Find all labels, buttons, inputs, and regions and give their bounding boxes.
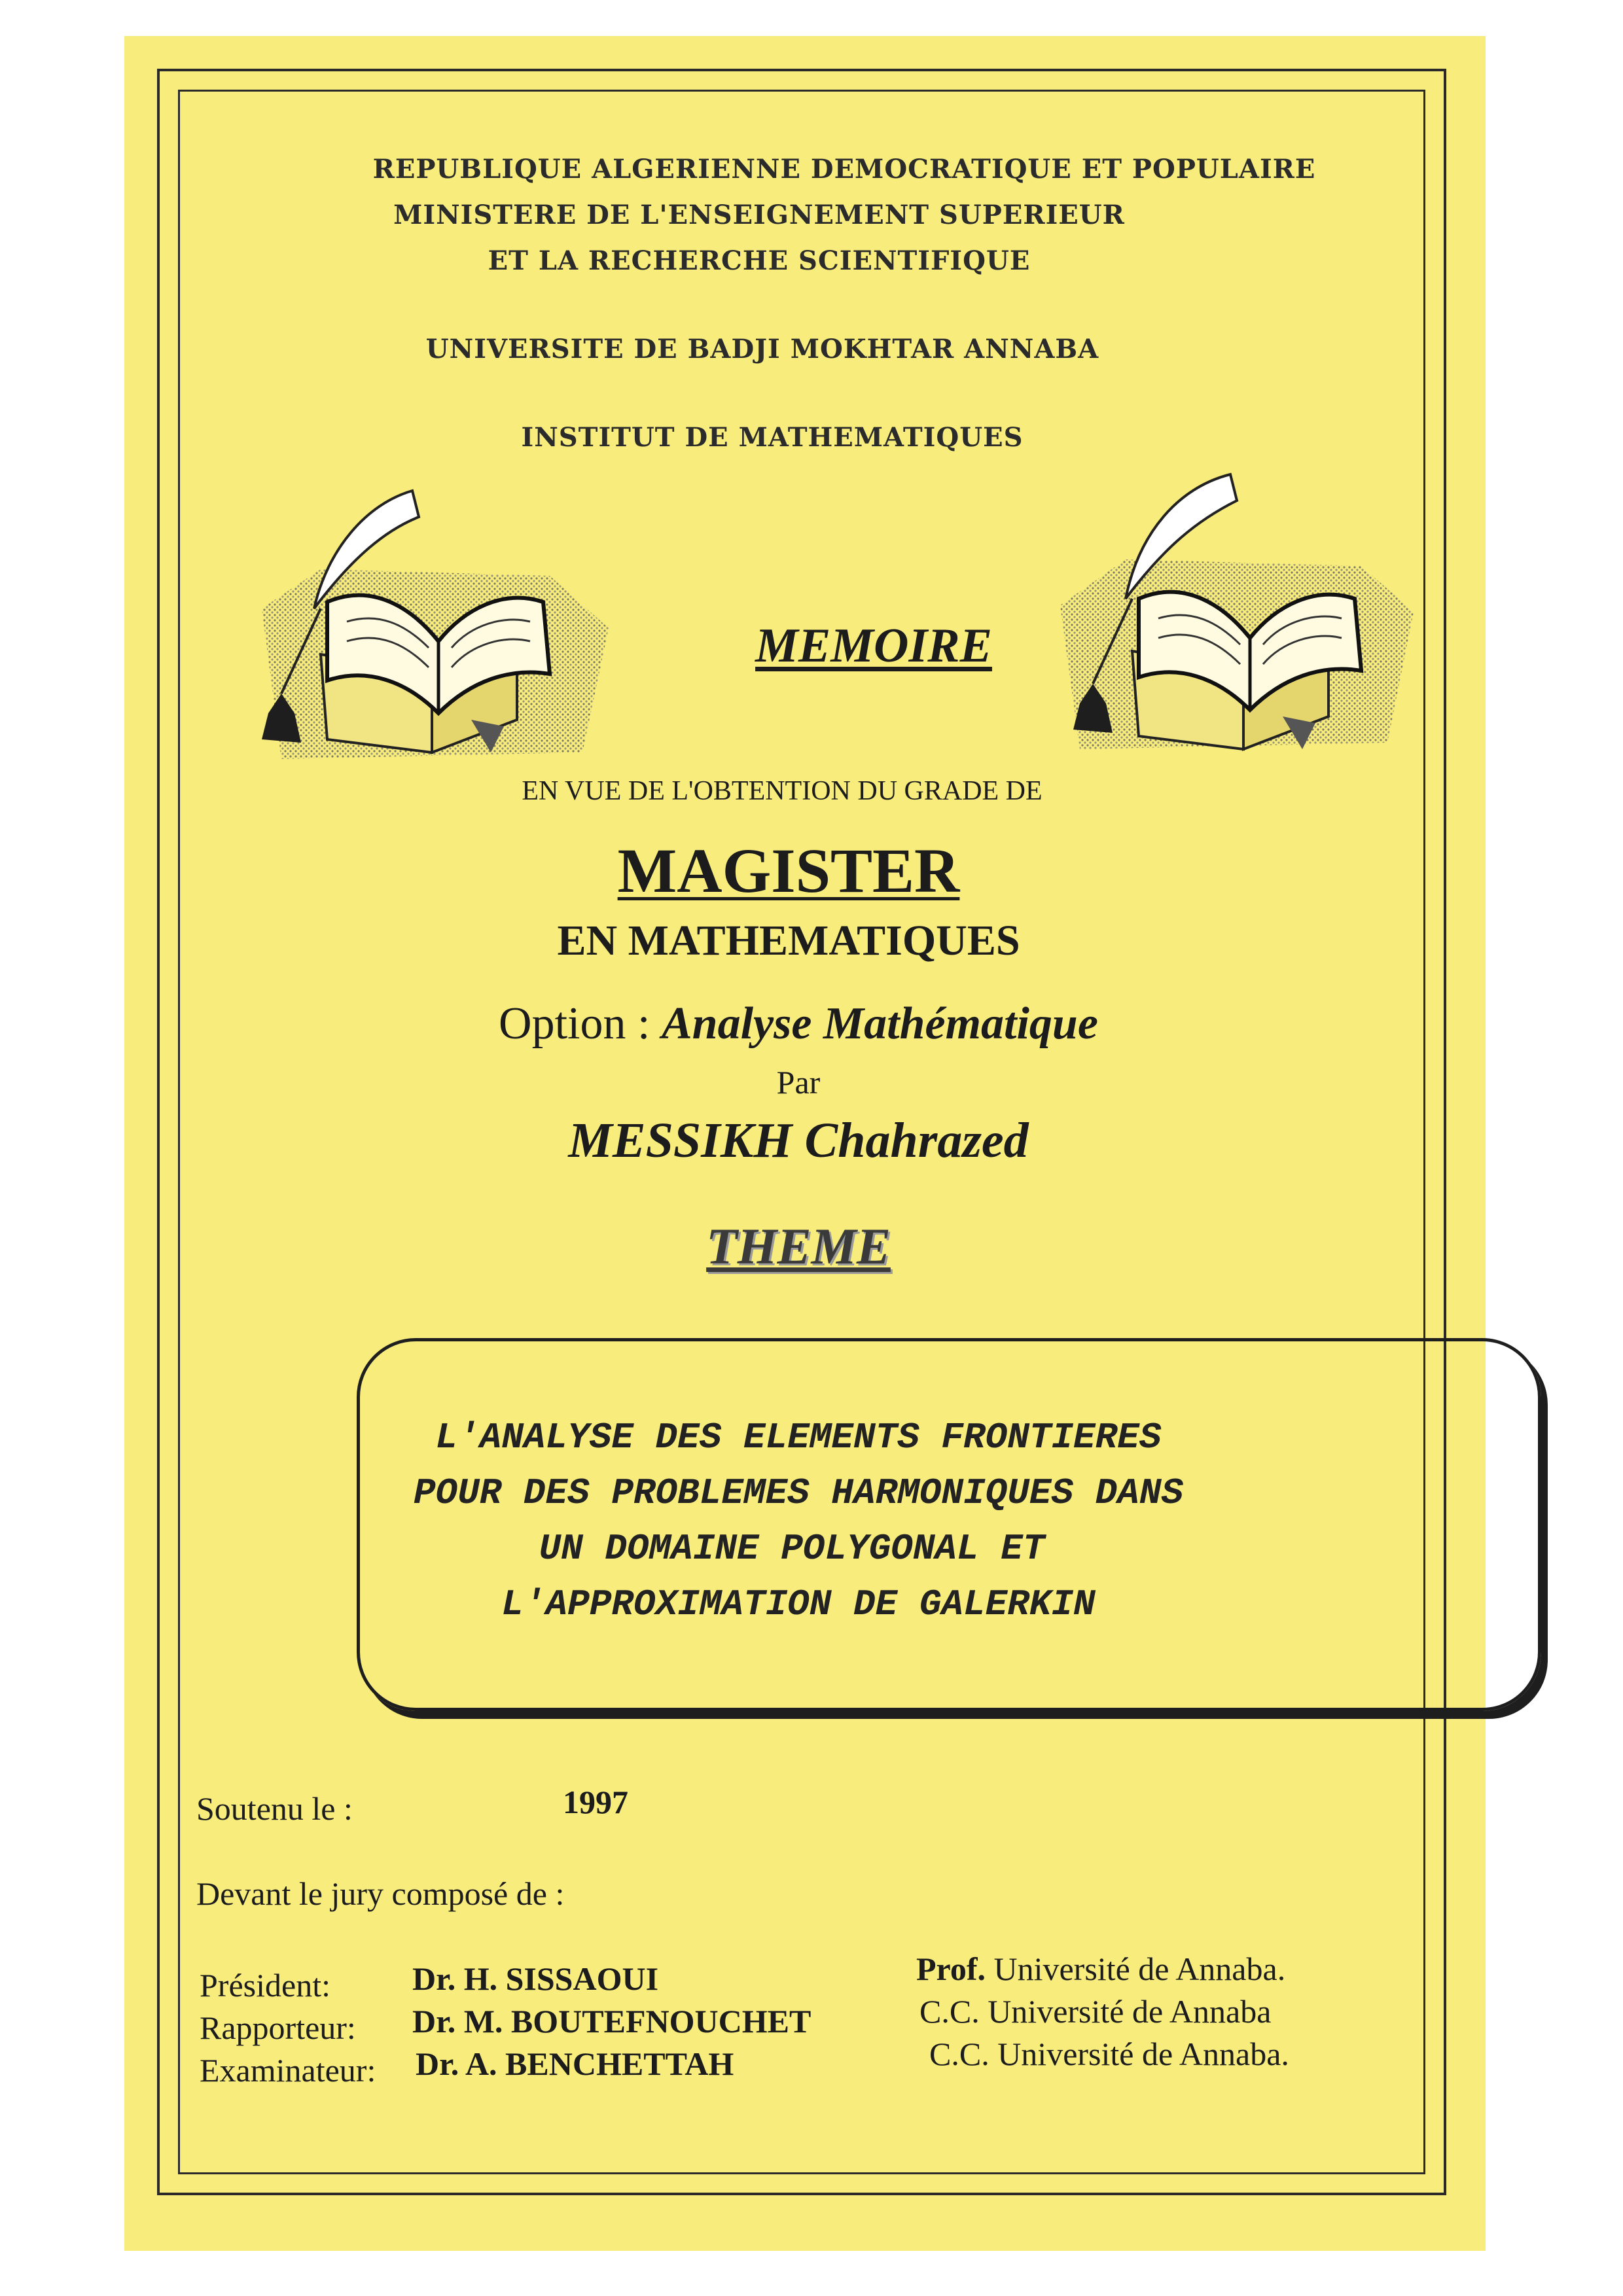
- subject-line-1: L'ANALYSE DES ELEMENTS FRONTIERES: [435, 1417, 1162, 1458]
- par-line: Par: [776, 1064, 821, 1101]
- jury-affiliation-examinateur: C.C. Université de Annaba.: [929, 2036, 1289, 2072]
- subject-line-2: POUR DES PROBLEMES HARMONIQUES DANS: [413, 1472, 1184, 1514]
- degree-title: MAGISTER: [617, 836, 960, 906]
- jury-intro: Devant le jury composé de :: [196, 1875, 565, 1912]
- jury-name-rapporteur: Dr. M. BOUTEFNOUCHET: [412, 2003, 812, 2040]
- memoire-title: MEMOIRE: [755, 619, 992, 673]
- republic-line: REPUBLIQUE ALGERIENNE DEMOCRATIQUE ET POPULAIRE: [372, 154, 1316, 185]
- obtention-line: EN VUE DE L'OBTENTION DU GRADE DE: [522, 776, 1043, 806]
- institute-line: INSTITUT DE MATHEMATIQUES: [521, 422, 1024, 453]
- defense-year: 1997: [563, 1784, 628, 1820]
- jury-role-rapporteur: Rapporteur:: [200, 2009, 356, 2046]
- subject-line-3: UN DOMAINE POLYGONAL ET: [539, 1528, 1045, 1570]
- option-line: [124, 998, 1486, 1050]
- jury-affiliation-president: Prof. Université de Annaba.: [916, 1951, 1286, 1987]
- jury-name-president: Dr. H. SISSAOUI: [412, 1960, 659, 1997]
- cover-sheet: [124, 36, 1486, 2251]
- field-line: EN MATHEMATIQUES: [557, 917, 1020, 964]
- jury-role-president: Président:: [200, 1967, 330, 2004]
- theme-heading: THEME: [706, 1218, 891, 1275]
- subject-line-4: L'APPROXIMATION DE GALERKIN: [501, 1583, 1096, 1625]
- research-line: ET LA RECHERCHE SCIENTIFIQUE: [488, 245, 1031, 276]
- university-line: UNIVERSITE DE BADJI MOKHTAR ANNABA: [425, 334, 1099, 364]
- option-value: Analyse Mathématique: [661, 998, 1098, 1049]
- ministry-line: MINISTERE DE L'ENSEIGNEMENT SUPERIEUR: [393, 200, 1125, 230]
- subject-box: [357, 1338, 1541, 1711]
- jury-affiliation-rapporteur: C.C. Université de Annaba: [919, 1993, 1272, 2030]
- book-quill-illustration-right: [1034, 461, 1492, 769]
- option-label: Option :: [499, 998, 662, 1049]
- jury-role-examinateur: Examinateur:: [200, 2052, 376, 2089]
- jury-name-examinateur: Dr. A. BENCHETTAH: [416, 2045, 734, 2082]
- soutenu-label: Soutenu le :: [196, 1790, 353, 1827]
- author-name: MESSIKH Chahrazed: [568, 1113, 1029, 1168]
